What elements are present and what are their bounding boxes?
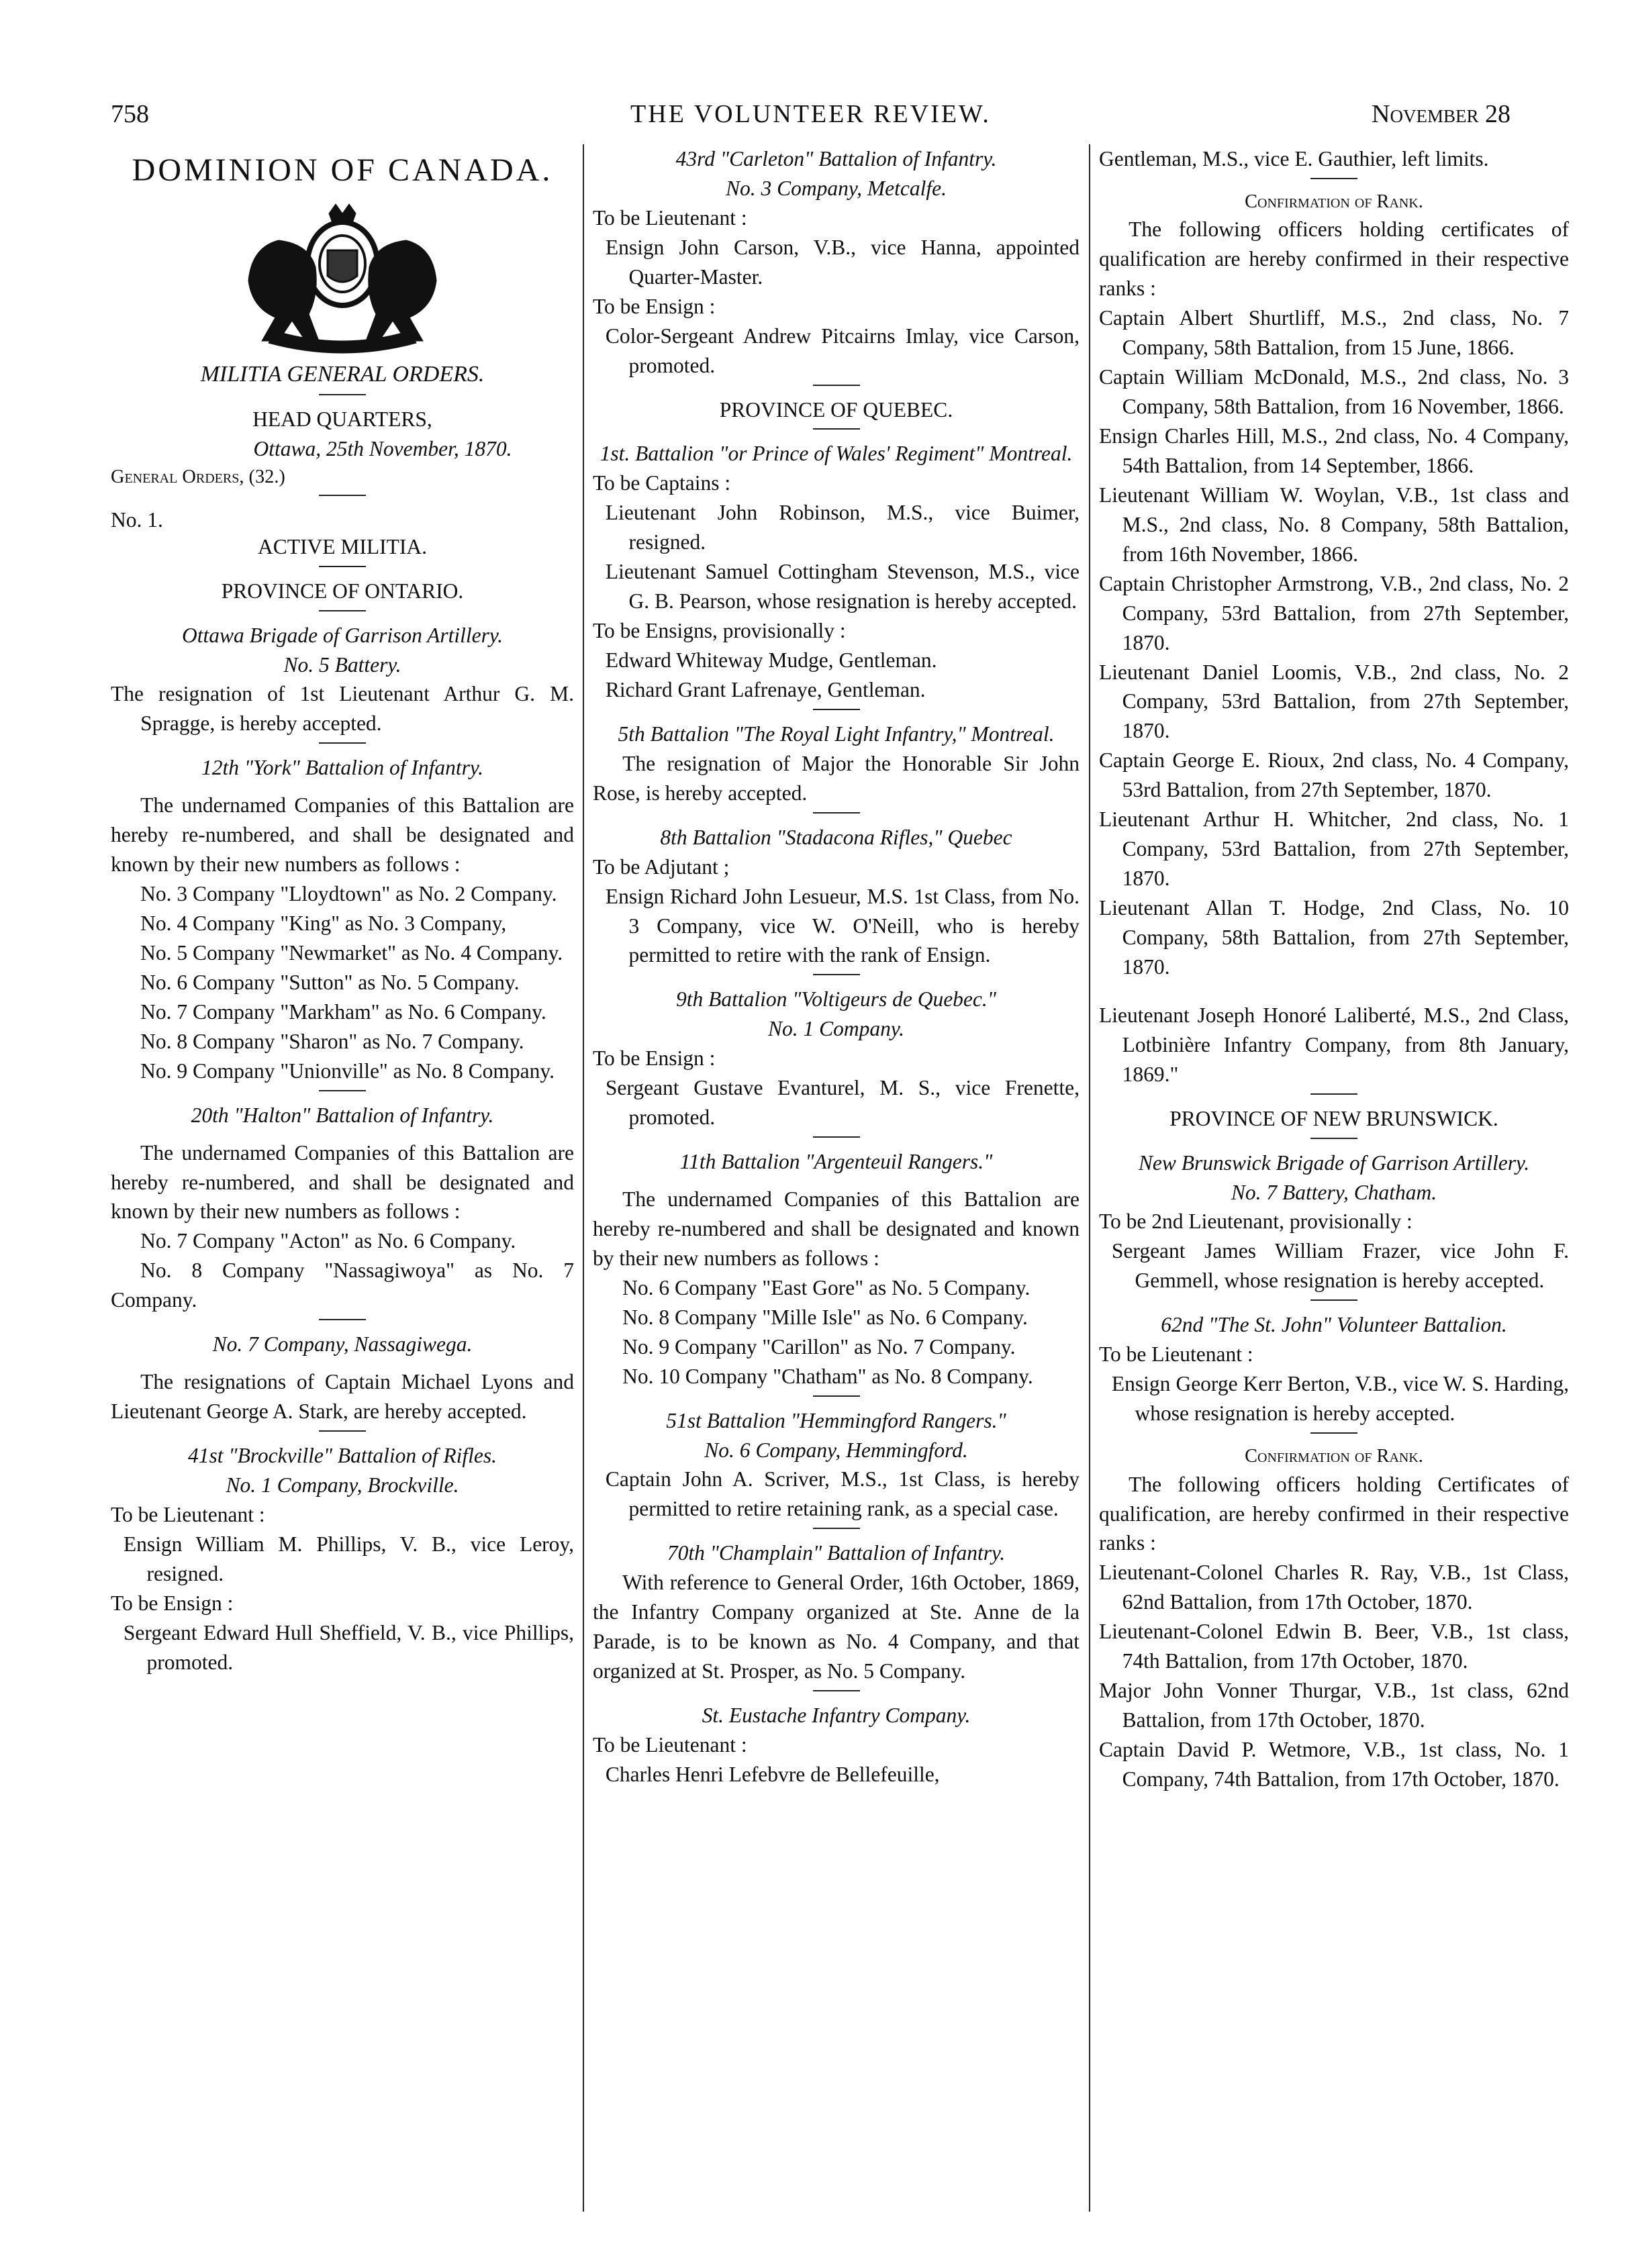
separator-rule bbox=[813, 1528, 860, 1529]
separator-rule bbox=[1310, 1299, 1357, 1301]
separator-rule bbox=[319, 610, 366, 611]
separator-rule bbox=[1310, 1432, 1357, 1434]
dominion-heading: DOMINION OF CANADA. bbox=[132, 152, 553, 188]
appointment-heading: To be Lieutenant : bbox=[593, 205, 747, 230]
renumber-item: No. 9 Company "Unionville" as No. 8 Company. bbox=[140, 1058, 555, 1083]
unit-heading: 43rd "Carleton" Battalion of Infantry. bbox=[675, 147, 997, 170]
page-number: 758 bbox=[111, 100, 149, 128]
appointment-entry: Richard Grant Lafrenaye, Gentleman. bbox=[605, 677, 926, 701]
confirmation-entry: Captain Christopher Armstrong, V.B., 2nd class, No. 2 Company, 53rd Battalion, from 27th September, 1870. bbox=[1099, 571, 1569, 654]
unit-heading: New Brunswick Brigade of Garrison Artillery. bbox=[1138, 1150, 1530, 1175]
unit-heading: 70th "Champlain" Battalion of Infantry. bbox=[667, 1541, 1006, 1565]
renumber-item: No. 4 Company "King" as No. 3 Company, bbox=[140, 911, 507, 936]
renumber-item: No. 7 Company "Acton" as No. 6 Company. bbox=[140, 1229, 516, 1253]
appointment-entry: Ensign George Kerr Berton, V.B., vice W. S. Harding, whose resignation is hereby accepted. bbox=[1111, 1372, 1569, 1426]
royal-coat-of-arms-emblem bbox=[215, 200, 470, 354]
order-text: The undernamed Companies of this Battalion are hereby re-numbered, and shall be designated and known by their new numbers as follows : bbox=[111, 1140, 574, 1224]
province-quebec-heading: PROVINCE OF QUEBEC. bbox=[719, 397, 953, 422]
hq-heading: HEAD QUARTERS, bbox=[252, 407, 432, 432]
appointment-heading: To be Lieutenant : bbox=[111, 1502, 265, 1526]
renumber-item: No. 8 Company "Mille Isle" as No. 6 Company. bbox=[622, 1305, 1028, 1329]
separator-rule bbox=[813, 1395, 860, 1397]
renumber-item: No. 3 Company "Lloydtown" as No. 2 Company. bbox=[140, 882, 557, 906]
publication-title: THE VOLUNTEER REVIEW. bbox=[630, 100, 991, 128]
appointment-heading: To be Ensigns, provisionally : bbox=[593, 619, 846, 643]
renumber-item: No. 10 Company "Chatham" as No. 8 Company. bbox=[622, 1364, 1033, 1388]
separator-rule bbox=[1310, 1138, 1357, 1139]
subunit-heading: No. 6 Company, Hemmingford. bbox=[704, 1438, 968, 1462]
unit-heading: 5th Battalion "The Royal Light Infantry," Montreal. bbox=[618, 722, 1055, 746]
order-text: The resignation of 1st Lieutenant Arthur G. M. Spragge, is hereby accepted. bbox=[111, 682, 574, 736]
appointment-entry: Gentleman, M.S., vice E. Gauthier, left limits. bbox=[1099, 147, 1489, 170]
confirmation-entry: Lieutenant-Colonel Edwin B. Beer, V.B., 1st class, 74th Battalion, from 17th October, 1870. bbox=[1099, 1620, 1569, 1673]
appointment-entry: Ensign Richard John Lesueur, M.S. 1st Class, from No. 3 Company, vice W. O'Neill, who is hereby permitted to retire with the rank of Ensign. bbox=[605, 884, 1080, 967]
separator-rule bbox=[319, 742, 366, 744]
subunit-heading: No. 1 Company. bbox=[767, 1017, 904, 1041]
appointment-entry: Sergeant Gustave Evanturel, M. S., vice Frenette, promoted. bbox=[605, 1076, 1080, 1130]
confirmation-entry: Lieutenant Daniel Loomis, V.B., 2nd class, No. 2 Company, 53rd Battalion, from 27th September, 1870. bbox=[1099, 660, 1569, 743]
renumber-item: No. 5 Company "Newmarket" as No. 4 Company. bbox=[140, 940, 563, 965]
province-new-brunswick-heading: PROVINCE OF NEW BRUNSWICK. bbox=[1169, 1106, 1498, 1130]
appointment-heading: To be Ensign : bbox=[593, 1046, 716, 1071]
appointment-heading: To be Adjutant ; bbox=[593, 854, 730, 879]
column-3 bbox=[1099, 144, 1569, 1794]
appointment-heading: To be Ensign : bbox=[593, 294, 716, 318]
page-header bbox=[111, 99, 1511, 140]
confirmation-entry: Captain Albert Shurtliff, M.S., 2nd class, No. 7 Company, 58th Battalion, from 15 June, 1866. bbox=[1099, 306, 1569, 360]
appointment-entry: Charles Henri Lefebvre de Bellefeuille, bbox=[605, 1762, 940, 1786]
order-number: No. 1. bbox=[111, 507, 163, 532]
unit-heading: 9th Battalion "Voltigeurs de Quebec." bbox=[675, 987, 996, 1012]
confirmation-entry: Captain William McDonald, M.S., 2nd class, No. 3 Company, 58th Battalion, from 16 November, 1866. bbox=[1099, 365, 1569, 419]
confirmation-entry: Captain David P. Wetmore, V.B., 1st class, No. 1 Company, 74th Battalion, from 17th October, 1870. bbox=[1099, 1738, 1569, 1791]
general-orders-number: General Orders, (32.) bbox=[111, 466, 285, 488]
section-heading: Confirmation of Rank. bbox=[1245, 1446, 1423, 1467]
appointment-entry: Lieutenant Samuel Cottingham Stevenson, M.S., vice G. B. Pearson, whose resignation is hereby accepted. bbox=[605, 560, 1080, 613]
confirmation-entry: Major John Vonner Thurgar, V.B., 1st class, 62nd Battalion, from 17th October, 1870. bbox=[1099, 1679, 1569, 1732]
confirmation-entry: Captain George E. Rioux, 2nd class, No. 4 Company, 53rd Battalion, from 27th September, 1870. bbox=[1099, 748, 1569, 802]
appointment-entry: Sergeant James William Frazer, vice John F. Gemmell, whose resignation is hereby accepted. bbox=[1111, 1239, 1569, 1293]
confirmation-entry: Lieutenant Joseph Honoré Laliberté, M.S., 2nd Class, Lotbinière Infantry Company, from 8th January, 1869." bbox=[1099, 1003, 1569, 1086]
appointment-heading: To be Lieutenant : bbox=[593, 1732, 747, 1757]
confirmation-entry: Ensign Charles Hill, M.S., 2nd class, No. 4 Company, 54th Battalion, from 14 September, 1866. bbox=[1099, 424, 1569, 477]
separator-rule bbox=[813, 385, 860, 386]
confirmation-entry: Lieutenant William W. Woylan, V.B., 1st class and M.S., 2nd class, No. 8 Company, 58th Battalion, from 16th November, 1866. bbox=[1099, 483, 1569, 566]
appointment-entry: Sergeant Edward Hull Sheffield, V. B., vice Phillips, promoted. bbox=[123, 1620, 574, 1674]
order-text: The undernamed Companies of this Battalion are hereby re-numbered and shall be designated and known by their new numbers as follows : bbox=[593, 1187, 1080, 1270]
hq-place-date: Ottawa, 25th November, 1870. bbox=[253, 437, 512, 461]
unit-heading: 62nd "The St. John" Volunteer Battalion. bbox=[1161, 1313, 1507, 1337]
subunit-heading: No. 7 Battery, Chatham. bbox=[1231, 1180, 1437, 1204]
renumber-item: No. 6 Company "East Gore" as No. 5 Company. bbox=[622, 1275, 1031, 1299]
order-text: With reference to General Order, 16th October, 1869, the Infantry Company organized at Ste. Anne de la Parade, is to be known as No. 4 Company, and that organized at St. Prosper, as No. 5 Company. bbox=[593, 1571, 1080, 1683]
order-text: Captain John A. Scriver, M.S., 1st Class, is hereby permitted to retire retaining rank, as a special case. bbox=[605, 1467, 1080, 1521]
issue-date: November 28 bbox=[1372, 100, 1511, 128]
column-2 bbox=[593, 144, 1080, 1789]
appointment-heading: To be 2nd Lieutenant, provisionally : bbox=[1099, 1210, 1412, 1234]
column-divider bbox=[583, 144, 584, 2212]
separator-rule bbox=[1310, 178, 1357, 179]
order-text: The resignations of Captain Michael Lyons and Lieutenant George A. Stark, are hereby accepted. bbox=[111, 1370, 574, 1424]
renumber-item: No. 9 Company "Carillon" as No. 7 Company. bbox=[622, 1334, 1016, 1359]
renumber-item: No. 8 Company "Sharon" as No. 7 Company. bbox=[140, 1029, 524, 1053]
confirmation-entry: Lieutenant Arthur H. Whitcher, 2nd class, No. 1 Company, 53rd Battalion, from 27th September, 1870. bbox=[1099, 807, 1569, 891]
order-text: The undernamed Companies of this Battalion are hereby re-numbered, and shall be designated and known by their new numbers as follows : bbox=[111, 793, 574, 877]
separator-rule bbox=[319, 1090, 366, 1091]
separator-rule bbox=[813, 428, 860, 430]
unit-heading: St. Eustache Infantry Company. bbox=[702, 1704, 971, 1727]
confirmation-entry: Lieutenant-Colonel Charles R. Ray, V.B., 1st Class, 62nd Battalion, from 17th October, 1870. bbox=[1099, 1561, 1569, 1614]
subunit-heading: No. 7 Company, Nassagiwega. bbox=[212, 1332, 473, 1357]
renumber-item: No. 6 Company "Sutton" as No. 5 Company. bbox=[140, 970, 520, 994]
province-ontario-heading: PROVINCE OF ONTARIO. bbox=[221, 579, 464, 603]
unit-heading: 51st Battalion "Hemmingford Rangers." bbox=[666, 1408, 1006, 1432]
separator-rule bbox=[319, 495, 366, 496]
unit-heading: 11th Battalion "Argenteuil Rangers." bbox=[679, 1150, 993, 1174]
separator-rule bbox=[319, 1430, 366, 1432]
order-text: The following officers holding certificates of qualification are hereby confirmed in their respective ranks : bbox=[1099, 217, 1569, 301]
unit-heading: 8th Battalion "Stadacona Rifles," Quebec bbox=[660, 825, 1012, 849]
separator-rule bbox=[813, 1690, 860, 1691]
renumber-item: No. 7 Company "Markham" as No. 6 Company. bbox=[140, 999, 546, 1024]
subunit-heading: No. 3 Company, Metcalfe. bbox=[726, 176, 947, 200]
subunit-heading: No. 1 Company, Brockville. bbox=[226, 1473, 459, 1497]
unit-heading: 20th "Halton" Battalion of Infantry. bbox=[191, 1103, 494, 1127]
separator-rule bbox=[813, 709, 860, 710]
appointment-entry: Ensign John Carson, V.B., vice Hanna, appointed Quarter-Master. bbox=[605, 235, 1080, 289]
separator-rule bbox=[813, 812, 860, 813]
confirmation-entry: Lieutenant Allan T. Hodge, 2nd Class, No. 10 Company, 58th Battalion, from 27th September, 1870. bbox=[1099, 896, 1569, 979]
unit-heading: 1st. Battalion "or Prince of Wales' Regiment" Montreal. bbox=[600, 442, 1073, 466]
column-divider bbox=[1089, 144, 1090, 2212]
appointment-entry: Lieutenant John Robinson, M.S., vice Buimer, resigned. bbox=[605, 501, 1080, 554]
column-1 bbox=[111, 144, 574, 1677]
order-text: The following officers holding Certificates of qualification, are hereby confirmed in their respective ranks : bbox=[1099, 1472, 1569, 1555]
appointment-heading: To be Captains : bbox=[593, 471, 731, 495]
unit-heading: Ottawa Brigade of Garrison Artillery. bbox=[181, 623, 504, 647]
appointment-entry: Edward Whiteway Mudge, Gentleman. bbox=[605, 648, 937, 672]
appointment-heading: To be Ensign : bbox=[111, 1591, 234, 1615]
separator-rule bbox=[319, 394, 366, 395]
appointment-entry: Color-Sergeant Andrew Pitcairns Imlay, vice Carson, promoted. bbox=[605, 324, 1080, 377]
separator-rule bbox=[813, 1136, 860, 1138]
subunit-heading: No. 5 Battery. bbox=[283, 652, 401, 677]
active-militia-heading: ACTIVE MILITIA. bbox=[258, 534, 427, 558]
appointment-entry: Ensign William M. Phillips, V. B., vice Leroy, resigned. bbox=[123, 1532, 574, 1585]
appointment-heading: To be Lieutenant : bbox=[1099, 1342, 1253, 1367]
militia-orders-heading: MILITIA GENERAL ORDERS. bbox=[200, 361, 485, 387]
unit-heading: 12th "York" Battalion of Infantry. bbox=[201, 756, 483, 780]
separator-rule bbox=[813, 974, 860, 975]
separator-rule bbox=[1310, 1093, 1357, 1095]
unit-heading: 41st "Brockville" Battalion of Rifles. bbox=[187, 1444, 497, 1468]
section-heading: Confirmation of Rank. bbox=[1245, 191, 1423, 212]
separator-rule bbox=[319, 1319, 366, 1320]
order-text: The resignation of Major the Honorable Sir John Rose, is hereby accepted. bbox=[593, 751, 1080, 805]
renumber-item: No. 8 Company "Nassagiwoya" as No. 7 Company. bbox=[111, 1259, 574, 1312]
separator-rule bbox=[319, 566, 366, 567]
